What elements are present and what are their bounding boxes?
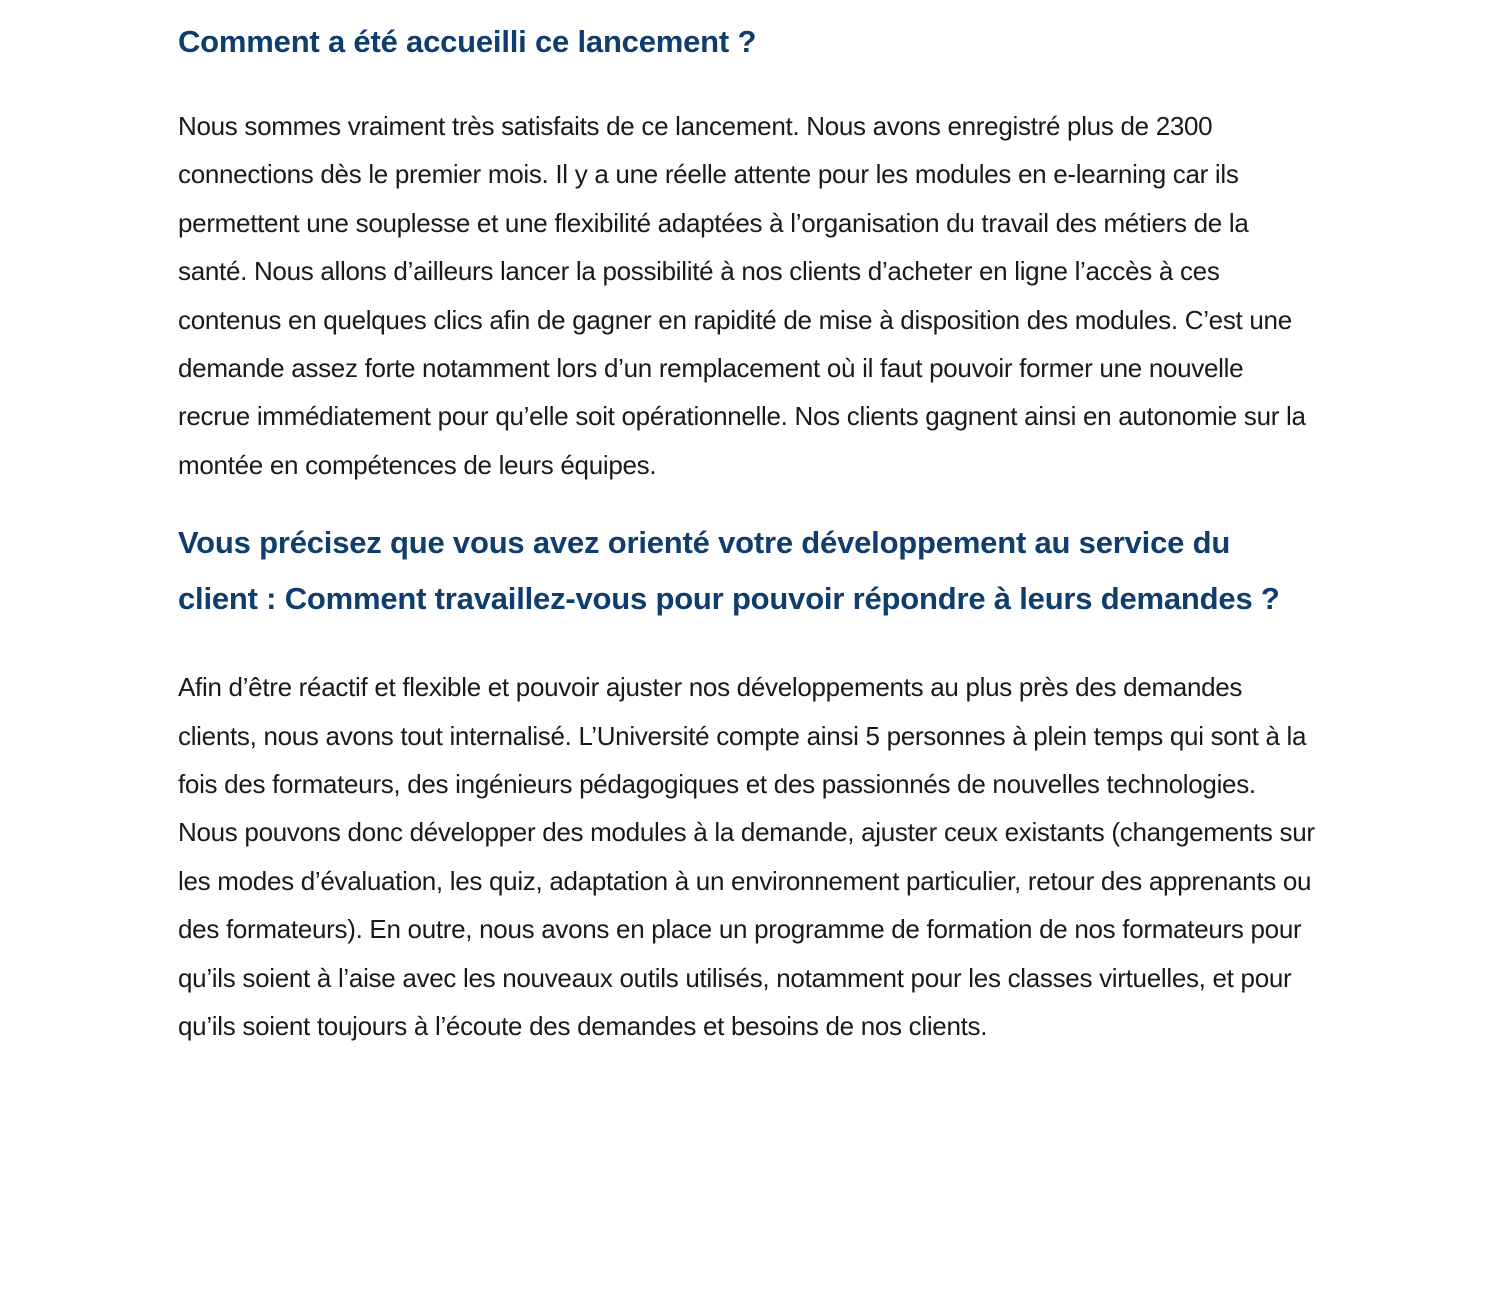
- answer-paragraph: Nous sommes vraiment très satisfaits de ce lancement. Nous avons enregistré plus de 2300 connections dès le premier mois. Il y a une réelle attente pour les modules en e-learning car ils permettent une souplesse et une flexibilité adaptées à l’organisation du travail des métiers de la santé. Nous allons d’ailleurs lancer la possibilité à nos clients d’acheter en ligne l’accès à ces contenus en quelques clics afin de gagner en rapidité de mise à disposition des modules. C’est une demande assez forte notamment lors d’un remplacement où il faut pouvoir former une nouvelle recrue immédiatement pour qu’elle soit opérationnelle. Nos clients gagnent ainsi en autonomie sur la montée en compétences de leurs équipes.: [178, 111, 1306, 480]
- interview-section-client-service: [178, 515, 1318, 1050]
- answer-paragraph: Afin d’être réactif et flexible et pouvoir ajuster nos développements au plus près des demandes clients, nous avons tout internalisé. L’Université compte ainsi 5 personnes à plein temps qui sont à la fois des formateurs, des ingénieurs pédagogiques et des passionnés de nouvelles technologies. Nous pouvons donc développer des modules à la demande, ajuster ceux existants (changements sur les modes d’évaluation, les quiz, adaptation à un environnement particulier, retour des apprenants ou des formateurs). En outre, nous avons en place un programme de formation de nos formateurs pour qu’ils soient à l’aise avec les nouveaux outils utilisés, notamment pour les classes virtuelles, et pour qu’ils soient toujours à l’écoute des demandes et besoins de nos clients.: [178, 672, 1315, 1042]
- interview-section-launch: [178, 14, 1318, 489]
- question-heading: Comment a été accueilli ce lancement ?: [178, 24, 757, 59]
- question-heading: Vous précisez que vous avez orienté votre développement au service du client : Comment travaillez-vous pour pouvoir répondre à leurs demandes ?: [178, 525, 1280, 617]
- article-body: [178, 0, 1318, 1051]
